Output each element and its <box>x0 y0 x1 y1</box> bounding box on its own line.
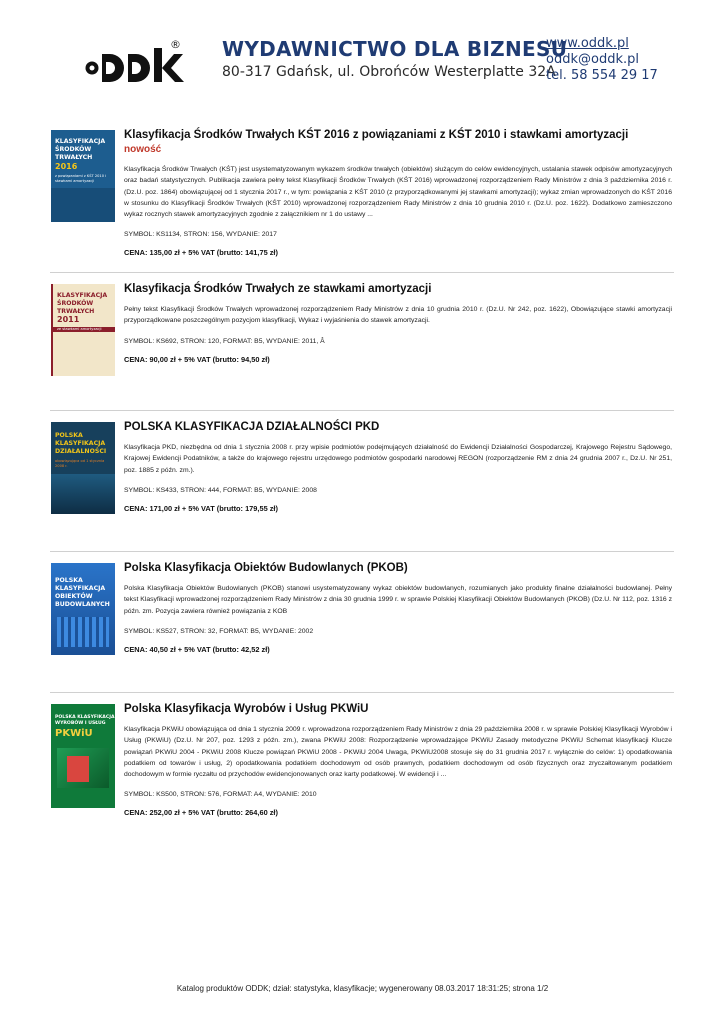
cover-title-line: KLASYFIKACJA <box>57 292 108 299</box>
cover-title-line: TRWAŁYCH <box>55 154 93 161</box>
registered-mark: ® <box>170 38 181 51</box>
cover-title-line: BUDOWLANYCH <box>55 601 110 608</box>
product-price: CENA: 90,00 zł + 5% VAT (brutto: 94,50 zł) <box>124 354 270 364</box>
cover-art <box>51 422 115 514</box>
product-title[interactable]: Klasyfikacja Środków Trwałych ze stawkami amortyzacji <box>124 283 432 295</box>
phone-number: tel. 58 554 29 17 <box>546 68 658 83</box>
cover-title-line: WYROBÓW I USŁUG <box>55 721 106 726</box>
cover-illustration-accent <box>67 756 89 782</box>
cover-subtitle: z powiązaniami z KŚT 2010 i stawkami amortyzacji <box>55 174 107 183</box>
cover-title-line: KLASYFIKACJA <box>55 440 106 447</box>
product-meta: SYMBOL: KS433, STRON: 444, FORMAT: B5, WYDANIE: 2008 <box>124 486 317 494</box>
product-description: Pełny tekst Klasyfikacji Środków Trwałych wprowadzonej rozporządzeniem Rady Ministrów z dnia 10 grudnia 2010 r. (Dz.U. Nr 242, poz. 1622), Obowiązujące stawki amortyzacji przyporządkowane poszczególnym pozycjom klasyfikacji, Wykaz i wyjaśnienia do stawek amortyzacji. <box>124 306 672 325</box>
cover-band <box>51 188 115 222</box>
cover-year: 2016 <box>55 162 78 171</box>
cover-year: PKWiU <box>55 728 93 739</box>
product-description: Klasyfikacja PKWiU obowiązująca od dnia 1 stycznia 2009 r. wprowadzona rozporządzeniem Rady Ministrów z dnia 29 października 2008 r. w sprawie Polskiej Klasyfikacji Wyrobów i Usług (PKWiU) (Dz.U. Nr 207, poz. 1293 z późn. zm.), zwana PKWiU 2008: Rozporządzenie wprowadzające PKWiU Zasady metodyczne PKWiU Schemat klasyfikacji Klucze powiązań PKWiU 2004 - PKWiU 2008 Klucze powiązań PKWiU 2008 - PKWiU 2004 Uwaga, PKWiU2008 stosuje się do 31 grudnia 2017 r. wyłącznie do celów: 1) opodatkowania podatkiem od towarów i usług, 2) opodatkowania podatkiem dochodowym od osób prawnych, podatkiem dochodowym od osób fizycznych oraz zryczałtowanym podatkiem dochodowym w formie ryczałtu od przychodów ewidencjonowanych oraz karty podatkowej. W ewidencji i ... <box>124 726 672 779</box>
cover-illustration <box>57 617 109 647</box>
divider <box>50 692 674 693</box>
cover-title-line: ŚRODKÓW <box>57 300 94 307</box>
cover-title-line: ŚRODKÓW <box>55 146 92 153</box>
cover-title-line: POLSKA KLASYFIKACJA <box>55 715 115 720</box>
cover-art <box>51 284 115 376</box>
divider <box>50 551 674 552</box>
product-description: Klasyfikacja PKD, niezbędna od dnia 1 stycznia 2008 r. przy wpisie podmiotów podejmujących działalność do Ewidencji Działalności Gospodarczej, Krajowego Rejestru Sądowego, Krajowej Ewidencji Podatników, a także do krajowego rejestru urzędowego podmiotów gospodarki narodowej REGON (rozporządzenie RM z dnia 24 grudnia 2007 r., Dz.U. Nr 251, poz. 1885 z późn. zm.). <box>124 444 672 474</box>
cover-year: 2011 <box>57 315 80 324</box>
product-title[interactable]: Polska Klasyfikacja Wyrobów i Usług PKWiU <box>124 703 369 715</box>
cover-title-line: POLSKA <box>55 577 83 584</box>
website-link[interactable]: www.oddk.pl <box>546 36 629 51</box>
new-badge: nowość <box>124 144 162 155</box>
divider <box>50 272 674 273</box>
cover-art <box>51 130 115 222</box>
product-price: CENA: 40,50 zł + 5% VAT (brutto: 42,52 zł) <box>124 644 270 654</box>
cover-art <box>51 563 115 655</box>
cover-title-line: TRWAŁYCH <box>57 308 95 315</box>
product-content <box>124 561 672 655</box>
product-price: CENA: 171,00 zł + 5% VAT (brutto: 179,55 zł) <box>124 503 278 513</box>
product-content <box>124 702 672 818</box>
product-content <box>124 282 672 365</box>
book-cover[interactable] <box>51 704 115 808</box>
product-content <box>124 128 672 258</box>
cover-subtitle: obowiązująca od 1 stycznia 2008 r. <box>55 459 105 468</box>
cover-title-line: KLASYFIKACJA <box>55 138 106 145</box>
page-footer: Katalog produktów ODDK; dział: statystyka, klasyfikacje; wygenerowany 08.03.2017 18:31:25; strona 1/2 <box>176 984 549 993</box>
book-cover[interactable] <box>51 563 115 655</box>
product-content <box>124 420 672 514</box>
email-link[interactable]: oddk@oddk.pl <box>546 52 639 67</box>
contact-block <box>546 36 658 84</box>
book-cover[interactable] <box>51 284 115 376</box>
cover-subtitle: ze stawkami amortyzacji <box>53 327 115 332</box>
book-cover[interactable] <box>51 422 115 514</box>
oddk-logo <box>84 40 184 82</box>
cover-art <box>51 704 115 808</box>
product-meta: SYMBOL: KS500, STRON: 576, FORMAT: A4, WYDANIE: 2010 <box>124 791 317 799</box>
product-meta: SYMBOL: KS527, STRON: 32, FORMAT: B5, WYDANIE: 2002 <box>124 627 314 635</box>
product-title[interactable]: Polska Klasyfikacja Obiektów Budowlanych (PKOB) <box>124 562 408 574</box>
product-price: CENA: 252,00 zł + 5% VAT (brutto: 264,60 zł) <box>124 808 278 818</box>
publisher-address: 80-317 Gdańsk, ul. Obrońców Westerplatte 32A <box>222 64 556 80</box>
product-description: Polska Klasyfikacja Obiektów Budowlanych (PKOB) stanowi usystematyzowany wykaz obiektów budowlanych, rozumianych jako produkty finalne działalności budowlanej. Pełny tekst Klasyfikacji wprowadzonej rozporządzeniem Rady Ministrów z dnia 30 grudnia 1999 r. w sprawie Polskiej Klasyfikacji Obiektów Budowlanych (PKOB) (Dz.U. Nr 112, poz. 1316 z późn. zm. Pozycja zawiera również powiązania z KOB <box>124 585 672 615</box>
cover-title-line: OBIEKTÓW <box>55 593 93 600</box>
cover-title-line: DZIAŁALNOŚCI <box>55 448 107 455</box>
cover-title-line: KLASYFIKACJA <box>55 585 106 592</box>
product-title[interactable]: Klasyfikacja Środków Trwałych KŚT 2016 z powiązaniami z KŚT 2010 i stawkami amortyzacji <box>124 129 629 141</box>
book-cover[interactable] <box>51 130 115 222</box>
product-price: CENA: 135,00 zł + 5% VAT (brutto: 141,75 zł) <box>124 248 278 258</box>
cover-band <box>51 474 115 514</box>
cover-title-line: POLSKA <box>55 432 83 439</box>
publisher-name: WYDAWNICTWO DLA BIZNESU <box>222 37 568 61</box>
product-meta: SYMBOL: KS1134, STRON: 156, WYDANIE: 2017 <box>124 231 277 239</box>
page-header <box>0 0 725 95</box>
product-description: Klasyfikacja Środków Trwałych (KŚT) jest usystematyzowanym wykazem środków trwałych (obiektów) służącym do celów ewidencyjnych, ustalania stawek odpisów amortyzacyjnych oraz badań statystycznych. Publikacja zawiera pełny tekst Klasyfikacji Środków Trwałych (KŚT 2016) wprowadzonej rozporządzeniem Rady Ministrów z dnia 3 października 2016 r. (Dz.U. poz. 1864) obowiązującej od 1 stycznia 2017 r., w tym: powiązania z KŚT 2010 (z przyporządkowanymi jej stawkami amortyzacji); wykaz zmian wprowadzonych do KŚT 2016 w stosunku do Klasyfikacji Środków Trwałych (KŚT 2010) wprowadzonej rozporządzeniem Rady Ministrów z dnia 10 grudnia 2010 r. (Dz.U. poz. 1622). Dodatkowo zamieszczono wykaz rocznych stawek amortyzacyjnych zgodnie z załącznikiem nr 1 do ustawy ... <box>124 166 672 219</box>
divider <box>50 410 674 411</box>
product-title[interactable]: POLSKA KLASYFIKACJA DZIAŁALNOŚCI PKD <box>124 421 380 433</box>
product-meta: SYMBOL: KS692, STRON: 120, FORMAT: B5, WYDANIE: 2011, Â <box>124 337 325 345</box>
